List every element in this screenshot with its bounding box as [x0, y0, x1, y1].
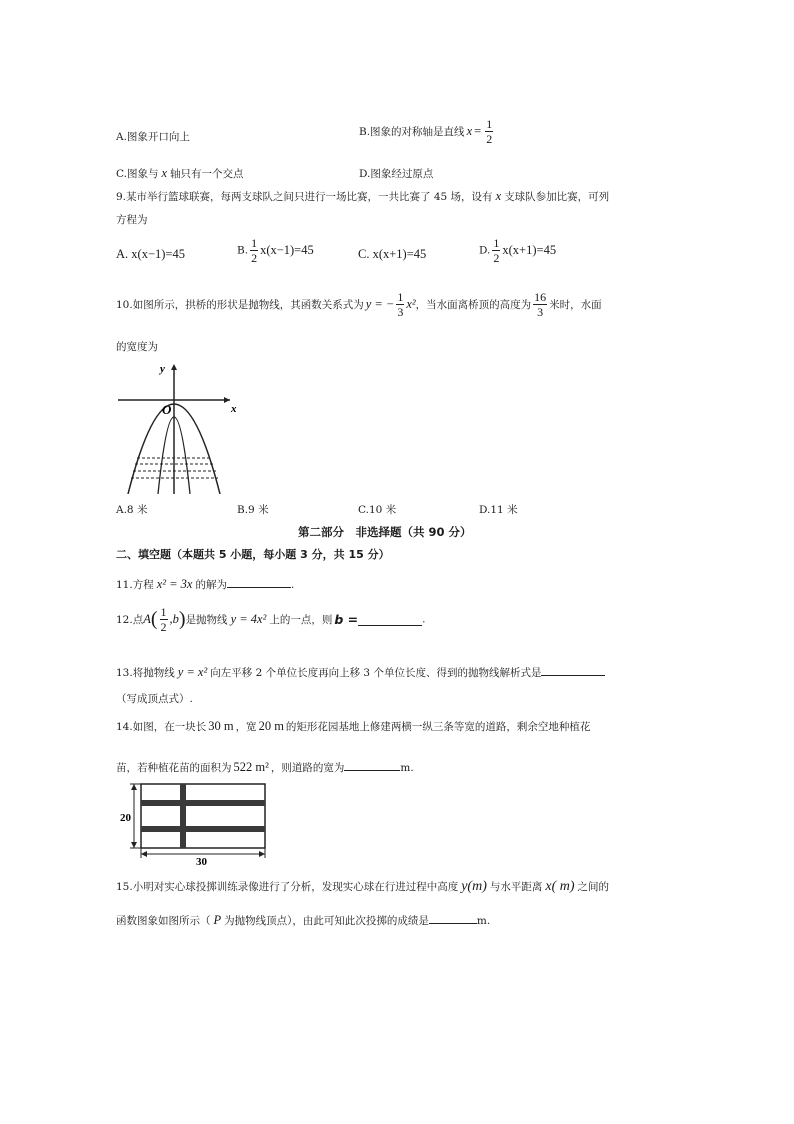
q15-line2: 函数图象如图所示（ P 为抛物线顶点），由此可知此次投掷的成绩是 m.: [116, 913, 491, 927]
q10-option-b: B.9 米: [237, 504, 269, 516]
q13-answer-blank[interactable]: [541, 664, 605, 676]
q8-option-a: A.图象开口向上: [116, 131, 190, 143]
q15-line1: 15.小明对实心球投掷训练录像进行了分析，发现实心球在行进过程中高度 y(m) 与水平距离 x( m) 之间的: [116, 879, 610, 894]
q10-stem-line2: 的宽度为: [116, 341, 158, 353]
section2-title: 二、填空题（本题共 5 小题，每小题 3 分，共 15 分）: [116, 548, 390, 561]
q11-answer-blank[interactable]: [227, 576, 291, 588]
fig-height-label: 20: [120, 812, 131, 824]
q13-line2: （写成顶点式）.: [116, 693, 193, 705]
q10-option-d: D.11 米: [479, 504, 518, 516]
q8-option-c: C.图象与 x 轴只有一个交点: [116, 166, 244, 180]
fig-origin-label: O: [162, 402, 172, 417]
q9-option-d: D. $\frac{1}{2}$ x(x+1)=45: [479, 236, 557, 265]
part2-title: 第二部分 非选择题（共 90 分）: [298, 525, 472, 539]
q15-answer-blank[interactable]: [429, 912, 477, 924]
arch-bridge-figure: [118, 360, 252, 494]
q9-stem-line1: 9.某市举行篮球联赛，每两支球队之间只进行一场比赛，一共比赛了 45 场，设有 x 支球队参加比赛，可列: [116, 189, 610, 203]
fig-y-label: y: [160, 363, 165, 375]
q10-option-c: C.10 米: [358, 504, 397, 516]
q10-option-a: A.8 米: [116, 504, 148, 516]
garden-road-figure: [118, 782, 272, 866]
fig-width-label: 30: [196, 856, 207, 866]
q12: 12.点A( $\frac{1}{2}$ ,b)是抛物线 y = 4x² 上的一点，则 b = .: [116, 605, 426, 634]
q14-answer-blank[interactable]: [344, 759, 400, 771]
q9-stem-line2: 方程为: [116, 214, 148, 226]
q14-line1: 14.如图，在一块长 30 m ，宽 20 m 的矩形花园基地上修建两横一纵三条等宽的道路，剩余空地种植花: [116, 719, 591, 733]
q8-option-b: B.图象的对称轴是直线 x = $\frac{1}{2}$: [359, 117, 493, 146]
q10-stem-line1: 10.如图所示，拱桥的形状是抛物线，其函数关系式为 y = − $\frac{1}{3}$ x²，当水面离桥顶的高度为 $\frac{16}{3}$ 米时，水面: [116, 290, 602, 319]
q12-answer-blank[interactable]: [358, 614, 422, 626]
q9-option-c: C. x(x+1)=45: [358, 247, 427, 261]
q8-option-d: D.图象经过原点: [359, 168, 434, 180]
q9-option-b: B. $\frac{1}{2}$ x(x−1)=45: [237, 236, 314, 265]
q14-line2: 苗，若种植花苗的面积为 522 m² ，则道路的宽为 m.: [116, 760, 414, 774]
q9-option-a: A. x(x−1)=45: [116, 247, 185, 261]
fig-x-label: x: [231, 403, 237, 415]
q13-line1: 13.将抛物线 y = x² 向左平移 2 个单位长度再向上移 3 个单位长度、得到的抛物线解析式是: [116, 664, 605, 680]
q11: 11.方程 x² = 3x 的解为 .: [116, 577, 295, 591]
